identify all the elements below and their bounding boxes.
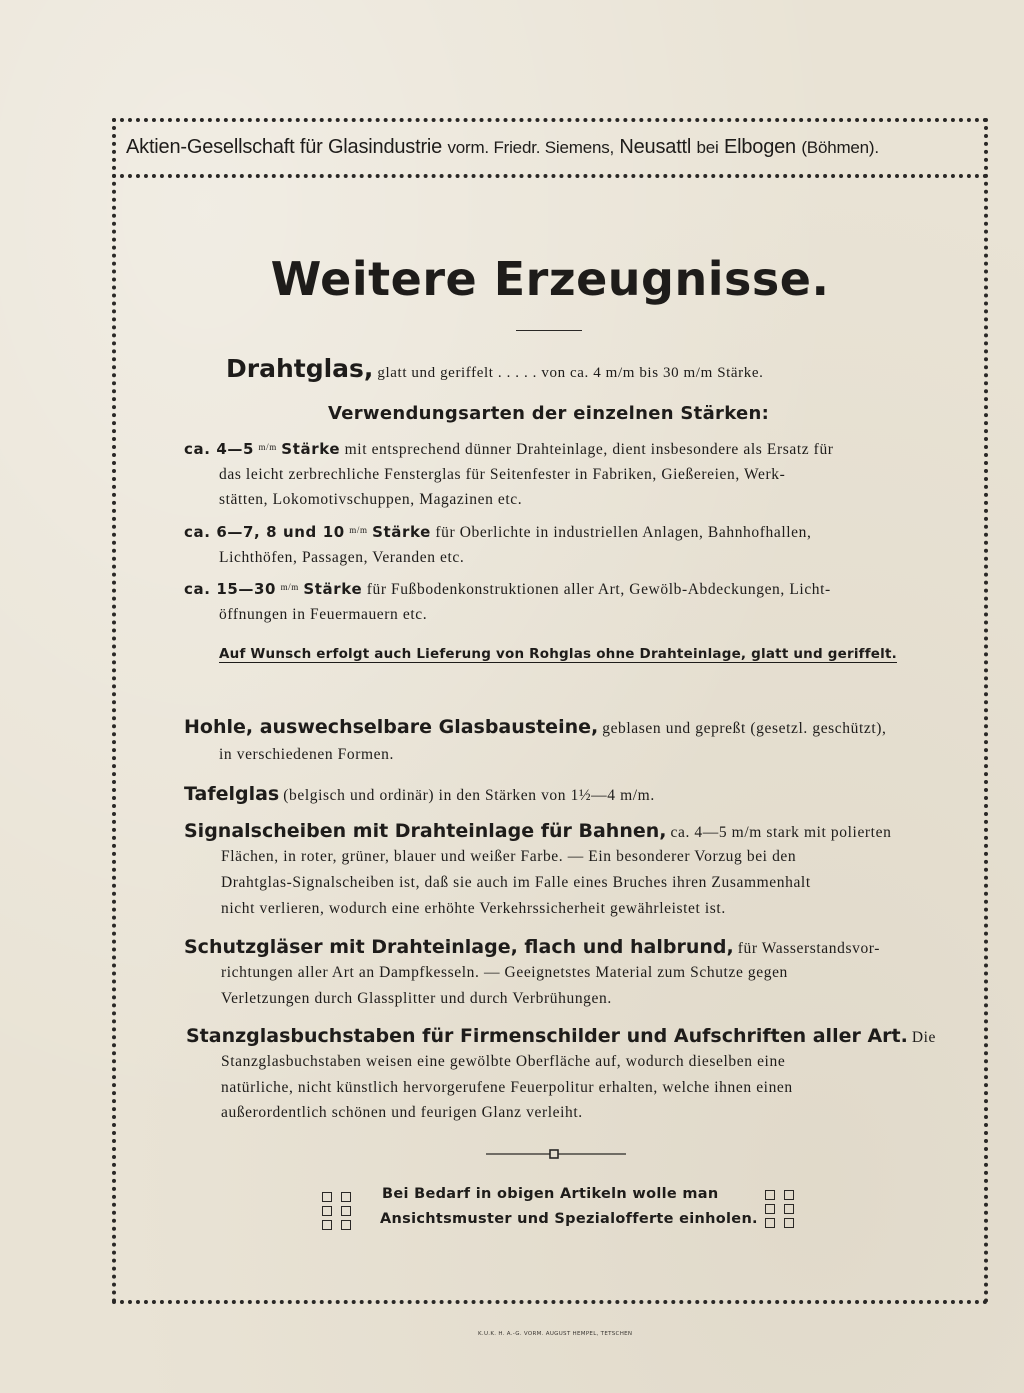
- company-header: [126, 136, 976, 159]
- drahtglas-line: [226, 354, 763, 383]
- company-former: vorm. Friedr. Siemens,: [447, 138, 615, 157]
- signal-line-2: Flächen, in roter, grüner, blauer und weißer Farbe. — Ein besonderer Vorzug bei den: [221, 848, 797, 865]
- signal-line-1: Signalscheiben mit Drahteinlage für Bahnen, ca. 4—5 m/m stark mit polierten: [184, 820, 892, 842]
- stanz-name: Stanzglasbuchstaben für Firmenschilder und Aufschriften aller Art.: [186, 1025, 908, 1047]
- printer-imprint: K.U.K. H. A.-G. VORM. AUGUST HEMPEL, TETSCHEN: [478, 1331, 633, 1337]
- page-title: Weitere Erzeugnisse.: [270, 252, 830, 306]
- use-2-line-2: Lichthöfen, Passagen, Veranden etc.: [219, 549, 465, 566]
- tafel-name: Tafelglas: [184, 783, 280, 805]
- stanz-line-3: natürliche, nicht künstlich hervorgerufene Feuerpolitur erhalten, welche ihnen einen: [221, 1079, 793, 1096]
- stanz-line-4: außerordentlich schönen und feurigen Glanz verleiht.: [221, 1104, 583, 1121]
- drahtglas-desc: glatt und geriffelt . . . . . von ca. 4 m/m bis 30 m/m Stärke.: [377, 365, 764, 381]
- schutz-name: Schutzgläser mit Drahteinlage, flach und halbrund,: [184, 936, 734, 958]
- use-3-line-1: ca. 15—30 $^{m/m}$ Stärke für Fußbodenkonstruktionen aller Art, Gewölb-Abdeckungen, Licht-: [184, 580, 831, 598]
- footer-line-2: Ansichtsmuster und Spezialofferte einholen.: [380, 1211, 758, 1227]
- use-1-line-3: stätten, Lokomotivschuppen, Magazinen etc.: [219, 491, 523, 508]
- title-divider: [516, 330, 582, 331]
- footer-line-1: Bei Bedarf in obigen Artikeln wolle man: [382, 1186, 719, 1202]
- drahtglas-name: Drahtglas,: [226, 354, 374, 383]
- schutz-line-1: Schutzgläser mit Drahteinlage, flach und halbrund, für Wasserstandsvor-: [184, 936, 881, 958]
- use-2-line-1: ca. 6—7, 8 und 10 $^{m/m}$ Stärke für Oberlichte in industriellen Anlagen, Bahnhofhallen,: [184, 523, 812, 541]
- hohle-line-2: in verschiedenen Formen.: [219, 746, 394, 763]
- rohglas-note: Auf Wunsch erfolgt auch Lieferung von Rohglas ohne Drahteinlage, glatt und geriffelt.: [219, 646, 897, 662]
- stanz-line-1: Stanzglasbuchstaben für Firmenschilder und Aufschriften aller Art. Die: [186, 1025, 937, 1047]
- tafel-line: Tafelglas (belgisch und ordinär) in den Stärken von 1½—4 m/m.: [184, 783, 655, 805]
- company-city: Elbogen: [723, 136, 796, 158]
- signal-line-3: Drahtglas-Signalscheiben ist, daß sie auch im Falle eines Bruches ihren Zusammenhalt: [221, 874, 811, 891]
- company-name: Aktien-Gesellschaft für Glasindustrie: [126, 136, 443, 158]
- ornament-divider: [486, 1148, 626, 1160]
- use-1-line-1: ca. 4—5 $^{m/m}$ Stärke mit entsprechend dünner Drahteinlage, dient insbesondere als Ersatz für: [184, 440, 834, 458]
- schutz-line-3: Verletzungen durch Glassplitter und durch Verbrühungen.: [221, 990, 612, 1007]
- stanz-line-2: Stanzglasbuchstaben weisen eine gewölbte Oberfläche auf, wodurch dieselben eine: [221, 1053, 786, 1070]
- company-bei: bei: [696, 138, 719, 157]
- uses-subheading: Verwendungsarten der einzelnen Stärken:: [328, 403, 770, 424]
- box-ornament-right: [765, 1190, 794, 1228]
- signal-line-4: nicht verlieren, wodurch eine erhöhte Verkehrssicherheit gewährleistet ist.: [221, 900, 726, 917]
- signal-name: Signalscheiben mit Drahteinlage für Bahnen,: [184, 820, 667, 842]
- hohle-line-1: Hohle, auswechselbare Glasbausteine, geblasen und gepreßt (gesetzl. geschützt),: [184, 716, 887, 738]
- box-ornament-left: [322, 1192, 351, 1230]
- company-town: Neusattl: [619, 136, 692, 158]
- use-3-line-2: öffnungen in Feuermauern etc.: [219, 606, 428, 623]
- company-region: (Böhmen).: [801, 138, 879, 157]
- hohle-name: Hohle, auswechselbare Glasbausteine,: [184, 716, 599, 738]
- use-1-line-2: das leicht zerbrechliche Fensterglas für Seitenfester in Fabriken, Gießereien, Werk-: [219, 466, 786, 483]
- schutz-line-2: richtungen aller Art an Dampfkesseln. — Geeignetstes Material zum Schutze gegen: [221, 964, 788, 981]
